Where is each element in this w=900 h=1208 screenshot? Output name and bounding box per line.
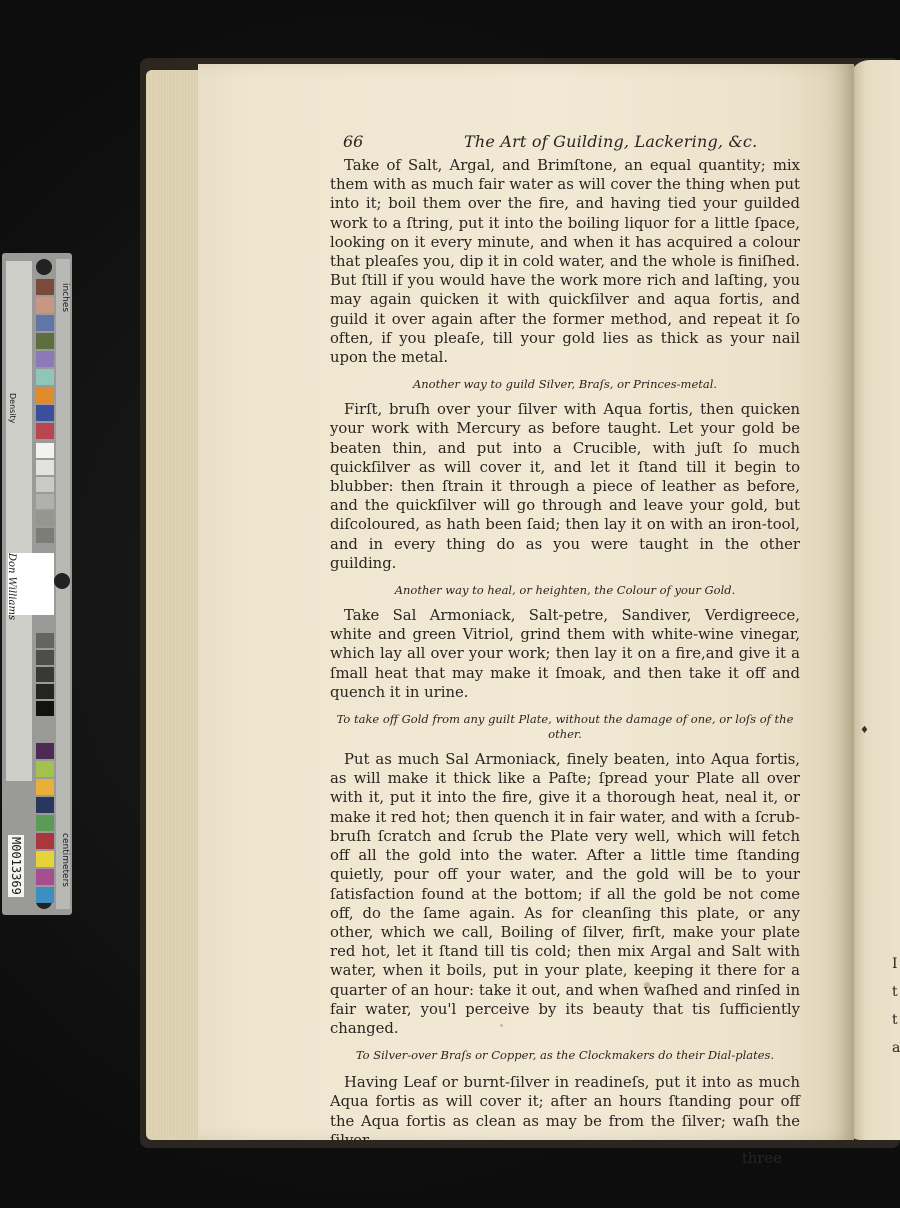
facing-page-letters [892,950,900,1062]
gray-swatch [36,633,54,648]
color-swatch [36,297,54,313]
color-swatch [36,333,54,349]
color-swatch [36,423,54,439]
page-mark: ♦ [860,725,869,736]
color-swatch [36,351,54,367]
gray-swatch [36,667,54,682]
signature-label: Don Williams [6,553,17,621]
color-swatch [36,779,54,795]
facing-page [848,60,900,1140]
ruler-strip [6,261,32,781]
color-swatch [36,387,54,403]
color-swatch [36,887,54,903]
catchword: three [741,1149,782,1167]
gray-swatch [36,460,54,475]
page-number: 66 [343,132,364,151]
gray-swatch [36,494,54,509]
color-swatch [36,851,54,867]
registration-dot [54,573,70,589]
facing-page-letter: a [892,1040,900,1056]
running-head: The Art of Guilding, Lackering, &c. [464,132,758,151]
gray-swatch [36,477,54,492]
paragraph: Put as much Sal Armoniack, finely beaten, into Aqua fortis, as will make it thick like a Paſte; ſpread your Plate all over with it, put it into the fire, give it a thorough heat, neal it, or make it red hot; then quench it in fair water, and with a ſcrub-bruſh ſcratch and ſcrub the Plate very well, which will fetch off all the gold into the water. After a little time ſtanding quietly, pour off your water, and the gold will be to your ſatisfaction found at the bottom; if all the gold be not come off, do the ſame again. As for cleanſing this plate, or any other, which we call, Boiling of ſilver, firſt, make your plate red hot, let it ſtand till tis cold; then mix Argal and Salt with water, when it boils, put in your plate, keeping it there for a quarter of an hour: take it out, and when waſhed and rinſed in fair water, you'l perceive by its beauty that tis ſufficiently changed. [330,751,800,1037]
page-header [330,132,800,156]
paragraph: Firſt, bruſh over your ſilver with Aqua fortis, then quicken your work with Mercury as before taught. Let your gold be beaten thin, and put into a Crucible, with juſt ſo much quickſilver as will cover it, and let it ſtand till it begin to blubber: then ſtrain it through a piece of leather as before, and the quickſilver will go through and leave your gold, but diſcoloured, as hath been ſaid; then lay it on with an iron-tool, and in every thing do as you were taught in the other guilding. [330,401,800,572]
color-swatch [36,833,54,849]
page-text [330,132,800,1167]
color-swatch [36,279,54,295]
section-title: Another way to guild Silver, Braſs, or Princes-metal. [412,377,718,392]
units-centimeters-label: centimeters [60,833,70,887]
gray-swatch [36,511,54,526]
color-calibration-card [2,253,72,915]
registration-dot [36,259,52,275]
color-swatch [36,369,54,385]
paragraph: Having Leaf or burnt-ſilver in readineſs, put it into as much Aqua fortis as will cover it; after an hours ſtanding pour off the Aqua fortis as clean as may be from the ſilver; waſh the ſilver [330,1074,800,1149]
color-swatch [36,743,54,759]
facing-page-letter: I [892,956,898,972]
facing-page-letter: t [892,984,898,1000]
color-swatch [36,315,54,331]
page-body [330,156,800,1150]
page-edges [146,70,202,1140]
color-swatch [36,797,54,813]
gray-swatch [36,701,54,716]
paragraph: Take Sal Armoniack, Salt-petre, Sandiver, Verdigreece, white and green Vitriol, grind them with white-wine vinegar, which lay all over your work; then lay it on a fire,and give it a ſmall heat that may make it ſmoak, and then take it off and quench it in urine. [330,607,800,701]
gray-swatch [36,443,54,458]
section-title: To Silver-over Braſs or Copper, as the Clockmakers do their Dial-plates. [355,1048,775,1063]
section-title: To take off Gold from any guilt Plate, without the damage of one, or loſs of the other. [336,712,794,742]
paragraph: Take of Salt, Argal, and Brimſtone, an equal quantity; mix them with as much fair water as will cover the thing when put into it; boil them over the fire, and having tied your guilded work to a ſtring, put it into the boiling liquor for a little ſpace, looking on it every minute, and when it has acquired a colour that pleaſes you, dip it in cold water, and the whole is finiſhed. But ſtill if you would have the work more rich and laſting, you may again quicken it with quickſilver and aqua fortis, and guild it over again after the former method, and repeat it ſo often, if you pleaſe, till your gold lies as thick as your nail upon the metal. [330,157,800,367]
gray-swatch [36,650,54,665]
gray-swatch [36,684,54,699]
color-swatch [36,761,54,777]
gray-swatch [36,528,54,543]
color-swatch [36,869,54,885]
units-inches-label: inches [60,283,70,313]
facing-page-letter: t [892,1012,898,1028]
density-label: Density [8,393,17,424]
id-number-tag: M0013369 [9,837,23,895]
section-title: Another way to heal, or heighten, the Colour of your Gold. [394,583,736,598]
color-swatch [36,815,54,831]
color-swatch [36,405,54,421]
